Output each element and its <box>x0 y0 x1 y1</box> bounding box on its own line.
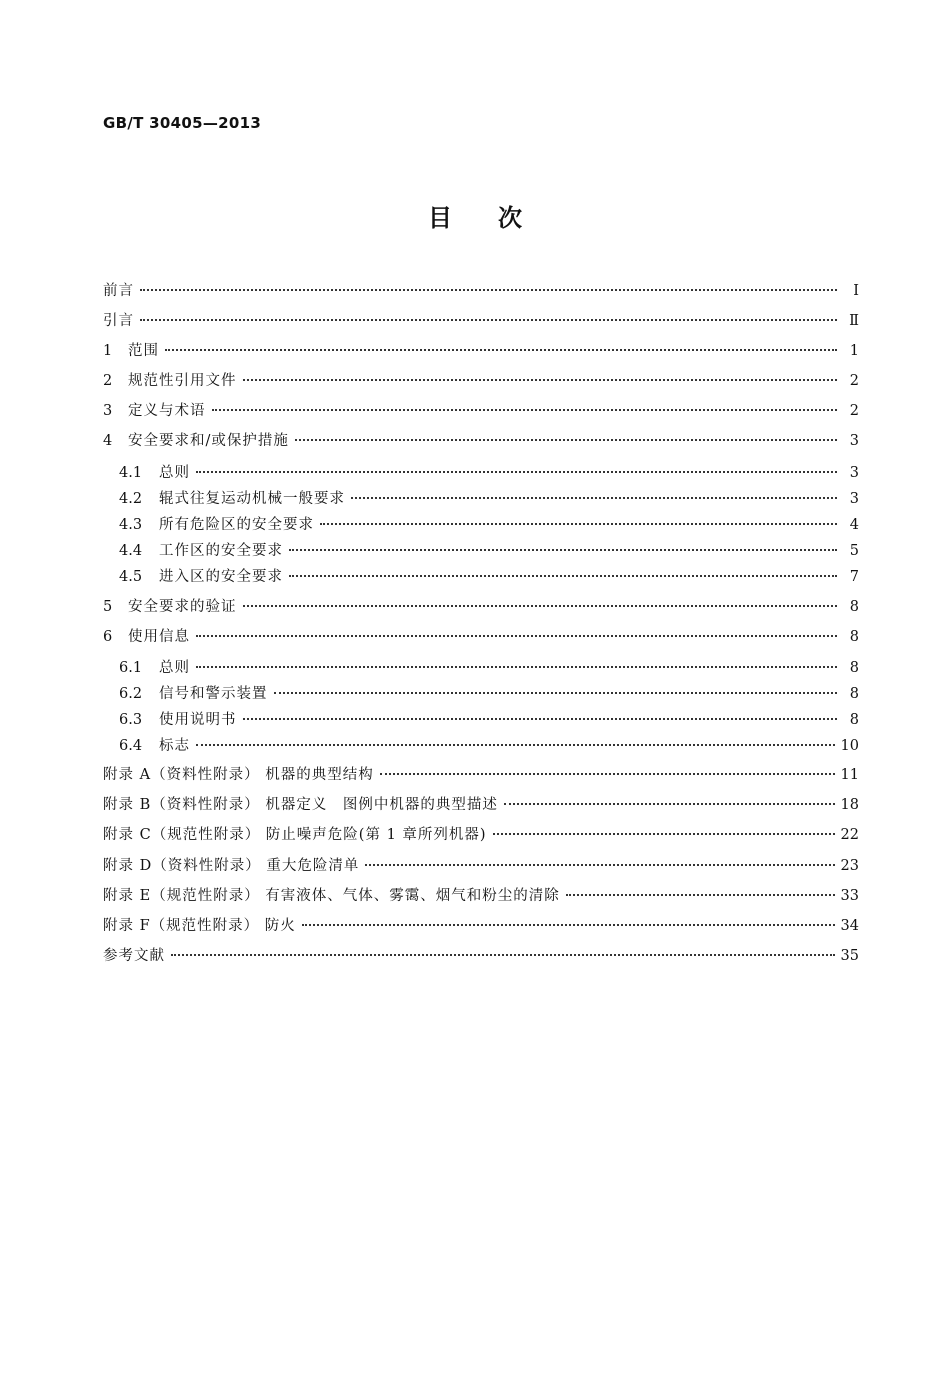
toc-entry-annex-a[interactable] <box>103 761 859 789</box>
toc-entry-title: 使用说明书 <box>159 712 237 728</box>
toc-entry-title: 前言 <box>103 283 134 299</box>
toc-entry-number: 6.2 <box>119 686 143 702</box>
toc-entry-title: 参考文献 <box>103 948 165 964</box>
toc-entry-page: 8 <box>849 686 859 702</box>
toc-entry-foreword[interactable] <box>103 277 859 305</box>
toc-entry-4-1[interactable] <box>119 459 859 487</box>
toc-entry-title: 所有危险区的安全要求 <box>159 517 314 533</box>
toc-entry-title: 定义与术语 <box>128 403 206 419</box>
dot-leader <box>140 289 837 291</box>
dot-leader <box>196 666 837 668</box>
toc-entry-page: 1 <box>849 343 859 359</box>
toc-entry-title: 附录 F（规范性附录） 防火 <box>103 918 296 934</box>
dot-leader <box>380 773 835 775</box>
toc-entry-number: 4.5 <box>119 569 143 585</box>
toc-entry-annex-e[interactable] <box>103 882 859 910</box>
toc-entry-title: 信号和警示装置 <box>159 686 268 702</box>
toc-entry-number: 6 <box>103 629 113 645</box>
toc-entry-page: Ⅰ <box>853 283 859 299</box>
toc-entry-title: 工作区的安全要求 <box>159 543 283 559</box>
toc-entry-2[interactable] <box>103 367 859 395</box>
toc-entry-page: 11 <box>840 767 859 783</box>
dot-leader <box>140 319 837 321</box>
toc-entry-page: 8 <box>849 712 859 728</box>
toc-entry-6-2[interactable] <box>119 680 859 708</box>
dot-leader <box>566 894 835 896</box>
toc-entry-title: 规范性引用文件 <box>128 373 237 389</box>
toc-entry-page: 23 <box>840 858 859 874</box>
toc-entry-annex-d[interactable] <box>103 852 859 880</box>
dot-leader <box>196 635 837 637</box>
toc-entry-page: 5 <box>849 543 859 559</box>
toc-entry-title: 附录 D（资料性附录） 重大危险清单 <box>103 858 360 874</box>
toc-entry-4-3[interactable] <box>119 511 859 539</box>
toc-entry-number: 5 <box>103 599 113 615</box>
toc-entry-number: 6.1 <box>119 660 143 676</box>
dot-leader <box>504 803 835 805</box>
toc-entry-number: 1 <box>103 343 113 359</box>
document-code: GB/T 30405—2013 <box>103 114 262 132</box>
toc-entry-title: 附录 C（规范性附录） 防止噪声危险(第 1 章所列机器) <box>103 827 487 843</box>
toc-entry-title: 进入区的安全要求 <box>159 569 283 585</box>
toc-entry-number: 6.4 <box>119 738 143 754</box>
toc-entry-number: 4.4 <box>119 543 143 559</box>
toc-entry-6-3[interactable] <box>119 706 859 734</box>
toc-entry-number: 4.2 <box>119 491 143 507</box>
dot-leader <box>212 409 838 411</box>
dot-leader <box>351 497 837 499</box>
toc-entry-page: 18 <box>840 797 859 813</box>
toc-entry-page: 2 <box>849 373 859 389</box>
dot-leader <box>171 954 835 956</box>
toc-entry-5[interactable] <box>103 593 859 621</box>
toc-entry-page: 22 <box>840 827 859 843</box>
toc-entry-page: 35 <box>840 948 859 964</box>
toc-entry-page: 33 <box>840 888 859 904</box>
toc-entry-6[interactable] <box>103 623 859 651</box>
toc-entry-page: 7 <box>849 569 859 585</box>
toc-entry-annex-c[interactable] <box>103 821 859 849</box>
toc-entry-number: 2 <box>103 373 113 389</box>
toc-entry-title: 总则 <box>159 465 190 481</box>
toc-entry-title: 使用信息 <box>128 629 190 645</box>
toc-entry-6-4[interactable] <box>119 732 859 760</box>
dot-leader <box>289 575 837 577</box>
toc-entry-page: Ⅱ <box>849 313 859 329</box>
toc-entry-page: 34 <box>840 918 859 934</box>
toc-entry-title: 总则 <box>159 660 190 676</box>
toc-entry-title: 安全要求的验证 <box>128 599 237 615</box>
toc-entry-page: 3 <box>849 433 859 449</box>
toc-entry-annex-f[interactable] <box>103 912 859 940</box>
toc-entry-bibliography[interactable] <box>103 942 859 970</box>
toc-entry-number: 4.3 <box>119 517 143 533</box>
toc-entry-page: 8 <box>849 599 859 615</box>
toc-entry-page: 2 <box>849 403 859 419</box>
dot-leader <box>165 349 837 351</box>
toc-entry-number: 3 <box>103 403 113 419</box>
toc-entry-page: 3 <box>849 491 859 507</box>
dot-leader <box>365 864 834 866</box>
toc-entry-title: 范围 <box>128 343 159 359</box>
toc-entry-title: 引言 <box>103 313 134 329</box>
dot-leader <box>196 471 837 473</box>
toc-entry-title: 辊式往复运动机械一般要求 <box>159 491 345 507</box>
dot-leader <box>302 924 835 926</box>
toc-entry-page: 8 <box>849 660 859 676</box>
dot-leader <box>243 718 838 720</box>
toc-entry-page: 3 <box>849 465 859 481</box>
toc-entry-4-4[interactable] <box>119 537 859 565</box>
toc-entry-number: 6.3 <box>119 712 143 728</box>
toc-entry-page: 8 <box>849 629 859 645</box>
toc-entry-number: 4.1 <box>119 465 143 481</box>
toc-entry-6-1[interactable] <box>119 654 859 682</box>
dot-leader <box>243 605 838 607</box>
toc-entry-page: 4 <box>849 517 859 533</box>
dot-leader <box>289 549 837 551</box>
dot-leader <box>320 523 837 525</box>
dot-leader <box>295 439 837 441</box>
toc-entry-title: 安全要求和/或保护措施 <box>128 433 289 449</box>
toc-entry-title: 附录 B（资料性附录） 机器定义 图例中机器的典型描述 <box>103 797 498 813</box>
toc-entry-4[interactable] <box>103 427 859 455</box>
page-title: 目次 <box>428 204 568 232</box>
toc-entry-title: 附录 A（资料性附录） 机器的典型结构 <box>103 767 374 783</box>
dot-leader <box>493 833 835 835</box>
toc-entry-4-5[interactable] <box>119 563 859 591</box>
toc-entry-page: 10 <box>840 738 859 754</box>
dot-leader <box>243 379 838 381</box>
toc-entry-annex-b[interactable] <box>103 791 859 819</box>
dot-leader <box>196 744 835 746</box>
toc-entry-3[interactable] <box>103 397 859 425</box>
toc-entry-number: 4 <box>103 433 113 449</box>
toc-entry-title: 标志 <box>159 738 190 754</box>
toc-entry-1[interactable] <box>103 337 859 365</box>
toc-entry-introduction[interactable] <box>103 307 859 335</box>
toc-entry-title: 附录 E（规范性附录） 有害液体、气体、雾霭、烟气和粉尘的清除 <box>103 888 560 904</box>
toc-entry-4-2[interactable] <box>119 485 859 513</box>
dot-leader <box>274 692 838 694</box>
